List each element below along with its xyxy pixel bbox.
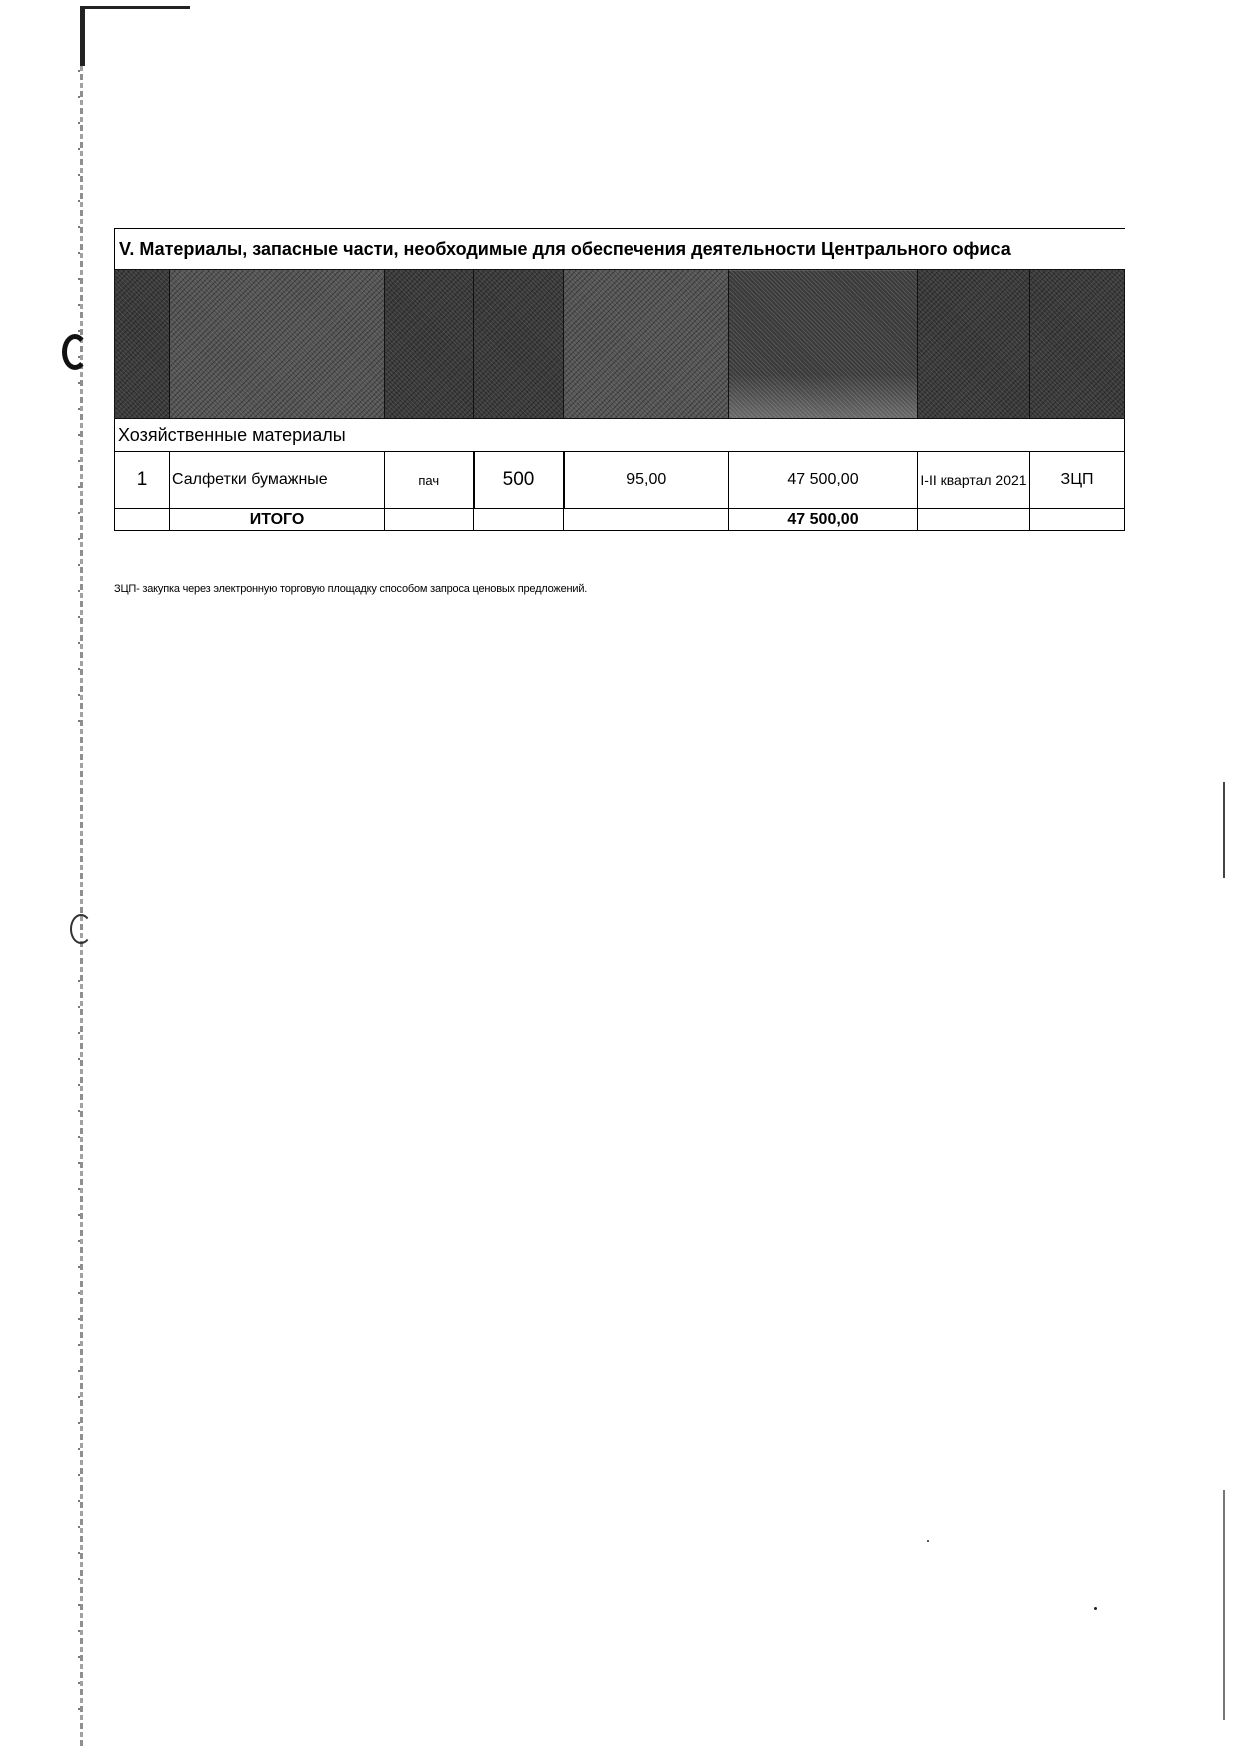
- cell-name: Салфетки бумажные: [170, 452, 385, 509]
- scan-right-mark: [1223, 1490, 1225, 1720]
- scan-edge-dots-lower: [78, 980, 80, 1720]
- footnote: ЗЦП- закупка через электронную торговую площадку способом запроса ценовых предложений.: [114, 583, 588, 595]
- total-empty-cell: [115, 509, 170, 531]
- header-cell-method: [1030, 270, 1125, 419]
- cell-unit: пач: [385, 452, 474, 509]
- scan-top-corner-vertical: [80, 6, 85, 66]
- header-cell-period: [918, 270, 1030, 419]
- group-label: Хозяйственные материалы: [115, 419, 1125, 452]
- table-header-row: [115, 270, 1125, 419]
- header-cell-name: [170, 270, 385, 419]
- total-row: [115, 509, 1125, 531]
- scan-right-mark: [1223, 782, 1225, 878]
- scan-speck: [927, 1540, 929, 1542]
- total-empty-cell: [1030, 509, 1125, 531]
- punch-hole: [62, 334, 88, 370]
- total-empty-cell: [564, 509, 729, 531]
- scan-top-corner: [80, 6, 190, 9]
- cell-period: I-II квартал 2021: [918, 452, 1030, 509]
- total-amount: 47 500,00: [729, 509, 918, 531]
- cell-quantity: 500: [474, 452, 564, 509]
- header-cell-amount: [729, 270, 918, 419]
- scan-speck: [1094, 1607, 1097, 1610]
- total-empty-cell: [474, 509, 564, 531]
- cell-method: ЗЦП: [1030, 452, 1125, 509]
- table-row: [115, 452, 1125, 509]
- header-cell-quantity: [474, 270, 564, 419]
- cell-amount: 47 500,00: [729, 452, 918, 509]
- section-title: V. Материалы, запасные части, необходимые для обеспечения деятельности Центрального офиса: [115, 229, 1125, 270]
- scan-edge-dots: [78, 70, 80, 730]
- total-empty-cell: [918, 509, 1030, 531]
- header-cell-number: [115, 270, 170, 419]
- header-cell-unit: [385, 270, 474, 419]
- procurement-table-container: [114, 228, 1124, 531]
- procurement-table: [114, 228, 1125, 531]
- cell-number: 1: [115, 452, 170, 509]
- cell-price: 95,00: [564, 452, 729, 509]
- scan-left-edge: [80, 6, 83, 1746]
- header-cell-price: [564, 270, 729, 419]
- group-row: [115, 419, 1125, 452]
- punch-hole: [70, 914, 92, 944]
- total-label: ИТОГО: [170, 509, 385, 531]
- total-empty-cell: [385, 509, 474, 531]
- section-title-row: [115, 229, 1125, 270]
